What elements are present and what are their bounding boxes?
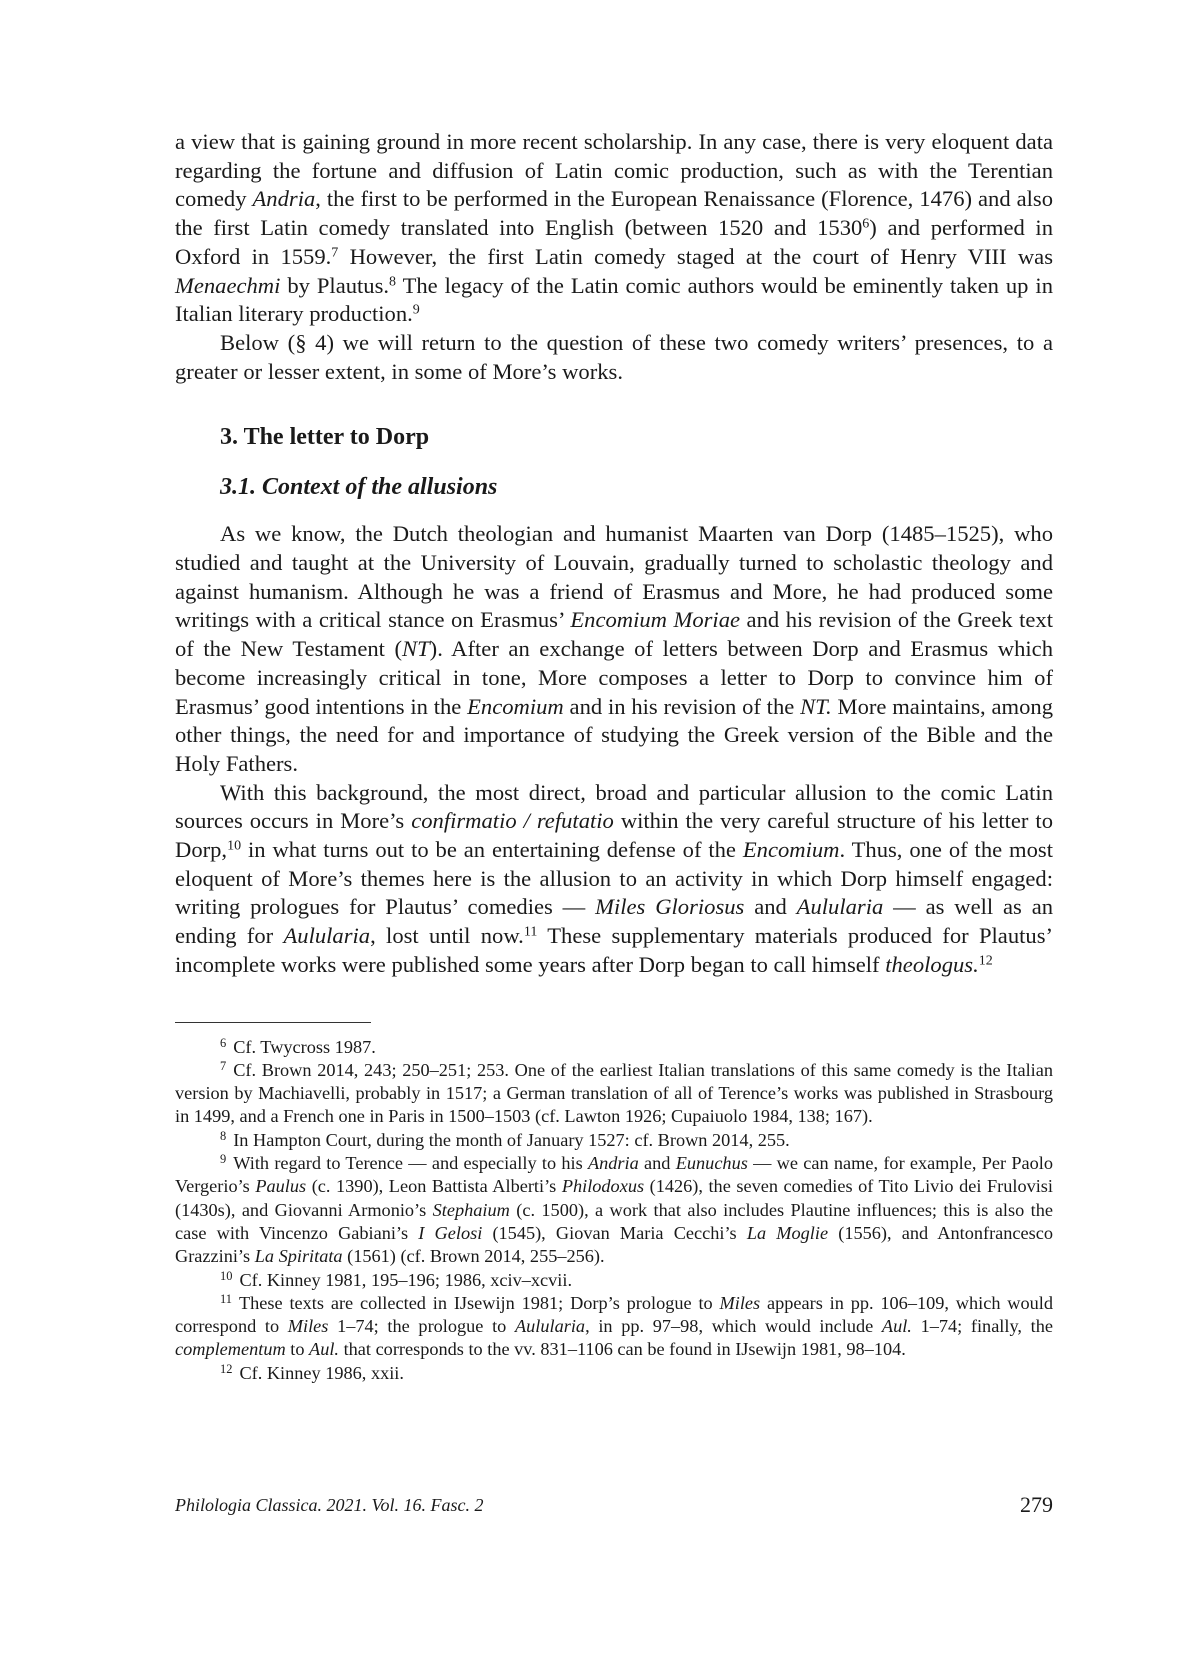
text-run: within the very careful structure of his letter to Dorp, xyxy=(175,808,1053,863)
text-run: and in his revision of the xyxy=(563,693,801,719)
section-heading: 3. The letter to Dorp xyxy=(220,424,430,451)
text-run: (1561) (cf. Brown 2014, 255–256). xyxy=(342,1246,605,1267)
journal-citation: Philologia Classica. 2021. Vol. 16. Fasc. 2 xyxy=(175,1495,484,1515)
text-run: Cf. Brown 2014, 243; 250–251; 253. One of the earliest Italian translations of this same comedy is the Italian version by Machiavelli, probably in 1517; a German translation of all of Terence’s works was published in Strasbourg in 1499, and a French one in Paris in 1500–1503 (cf. Lawton 1926; Cupaiuolo 1984, 138; 167). xyxy=(175,1059,1053,1127)
italic-text: Encomium Moriae xyxy=(570,607,741,633)
footnote-ref: 6 xyxy=(862,216,870,232)
text-run: These texts are collected in IJsewijn 1981; Dorp’s prologue to xyxy=(238,1292,720,1313)
page-content xyxy=(175,128,1053,1385)
footnote xyxy=(175,1059,1053,1129)
page-number: 279 xyxy=(1020,1492,1053,1517)
text-run: that corresponds to the vv. 831–1106 can be found in IJsewijn 1981, 98–104. xyxy=(339,1339,906,1360)
italic-text: Miles Gloriosus xyxy=(595,894,745,920)
text-run: to xyxy=(285,1339,310,1360)
text-run: — as well as an ending for xyxy=(175,894,1054,949)
body-paragraph xyxy=(175,520,1053,778)
footnote-separator xyxy=(175,1022,371,1023)
italic-text: Miles xyxy=(719,1292,761,1313)
italic-text: La Moglie xyxy=(746,1222,829,1243)
text-run: in what turns out to be an entertaining defense of the xyxy=(241,837,743,863)
text-run: (c. 1390), Leon Battista Alberti’s xyxy=(306,1176,562,1197)
text-run: appears in pp. 106–109, which would correspond to xyxy=(175,1292,1053,1337)
italic-text: Aulularia xyxy=(283,923,371,949)
italic-text: Paulus xyxy=(255,1176,307,1197)
text-run: and xyxy=(744,894,797,920)
text-run: and xyxy=(638,1153,676,1174)
text-run: ). After an exchange of letters between Dorp and Erasmus which become increasingly critical in tone, More composes a letter to Dorp to convince him of Erasmus’ good intentions in the xyxy=(175,636,1053,719)
footnote xyxy=(175,1269,1053,1292)
text-run: However, the first Latin comedy staged at the court of Henry VIII was xyxy=(338,243,1053,269)
footnote-number: 7 xyxy=(220,1059,227,1074)
text-run: (1545), Giovan Maria Cecchi’s xyxy=(482,1222,747,1243)
footnote-number: 8 xyxy=(220,1129,227,1144)
text-run: 1–74; finally, the xyxy=(911,1316,1053,1337)
page-footer xyxy=(175,1492,1053,1517)
text-run: (1426), the seven comedies of Tito Livio dei Frulovisi (1430s), and Giovanni Armonio’s xyxy=(175,1176,1053,1220)
text-run: (c. 1500), a work that also includes Plautine influences; this is also the case with Vincenzo Gabiani’s xyxy=(175,1199,1053,1243)
italic-text: NT xyxy=(402,636,430,662)
footnote-ref: 10 xyxy=(227,838,242,854)
italic-text: Aulularia xyxy=(796,894,884,920)
body-paragraph xyxy=(175,779,1053,980)
text-run: More maintains, among other things, the need for and importance of studying the Greek version of the Bible and the Holy Fathers. xyxy=(175,693,1053,776)
footnotes xyxy=(175,1036,1053,1385)
text-run: 1–74; the prologue to xyxy=(328,1316,515,1337)
italic-text: NT. xyxy=(800,693,832,719)
footnote-ref: 9 xyxy=(412,302,420,318)
italic-text: I Gelosi xyxy=(418,1222,483,1243)
text-run: The legacy of the Latin comic authors would be eminently taken up in Italian literary production. xyxy=(175,272,1053,327)
italic-text: theologus. xyxy=(885,951,979,977)
text-run: With this background, the most direct, broad and particular allusion to the comic Latin sources occurs in More’s xyxy=(175,779,1053,834)
footnote xyxy=(175,1152,1053,1268)
text-run: Cf. Kinney 1986, xxii. xyxy=(239,1362,404,1383)
footnote-number: 9 xyxy=(220,1152,227,1167)
text-run: , lost until now. xyxy=(370,923,524,949)
body-paragraph xyxy=(175,128,1053,329)
text-run: Below (§ 4) we will return to the question of these two comedy writers’ presences, to a greater or lesser extent, in some of More’s works. xyxy=(175,329,1053,384)
footnote-ref: 8 xyxy=(389,273,397,289)
italic-text: Andria xyxy=(587,1153,639,1174)
footnote-number: 11 xyxy=(220,1292,232,1307)
text-run: Cf. Twycross 1987. xyxy=(233,1036,376,1057)
italic-text: Aul. xyxy=(881,1316,912,1337)
italic-text: Eunuchus xyxy=(675,1153,748,1174)
text-run: and his revision of the Greek text of the New Testament ( xyxy=(175,607,1053,662)
italic-text: complementum xyxy=(175,1339,286,1360)
footnote-number: 10 xyxy=(220,1268,233,1283)
italic-text: Philodoxus xyxy=(561,1176,645,1197)
text-run: — we can name, for example, Per Paolo Vergerio’s xyxy=(175,1153,1053,1197)
italic-text: Menaechmi xyxy=(175,272,281,298)
italic-text: Andria xyxy=(252,186,316,212)
footnote xyxy=(175,1362,1053,1385)
text-run: In Hampton Court, during the month of January 1527: cf. Brown 2014, 255. xyxy=(233,1129,790,1150)
italic-text: Stephaium xyxy=(432,1199,510,1220)
footnote xyxy=(175,1036,1053,1059)
text-run: a view that is gaining ground in more recent scholarship. In any case, there is very eloquent data regarding the fortune and diffusion of Latin comic production, such as with the Terentian comedy xyxy=(175,129,1053,212)
text-run: by Plautus. xyxy=(280,272,390,298)
text-run: With regard to Terence — and especially to his xyxy=(233,1153,588,1174)
footnote xyxy=(175,1292,1053,1362)
italic-text: Aul. xyxy=(309,1339,340,1360)
text-run: ) and performed in Oxford in 1559. xyxy=(175,215,1053,269)
text-run: (1556), and Antonfrancesco Grazzini’s xyxy=(175,1222,1054,1267)
italic-text: Aulularia xyxy=(514,1316,586,1337)
italic-text: Encomium xyxy=(467,693,564,719)
body-paragraph xyxy=(175,329,1053,386)
text-run: These supplementary materials produced for Plautus’ incomplete works were published some years after Dorp began to call himself xyxy=(175,923,1054,977)
text-run: , in pp. 97–98, which would include xyxy=(585,1316,882,1337)
footnote-number: 6 xyxy=(220,1035,227,1050)
italic-text: Miles xyxy=(287,1316,329,1337)
text-run: As we know, the Dutch theologian and humanist Maarten van Dorp (1485–1525), who studied and taught at the University of Louvain, gradually turned to scholastic theology and against humanism. Although he was a friend of Erasmus and More, he had produced some writings with a critical stance on Erasmus’ xyxy=(175,521,1053,633)
text-run: Cf. Kinney 1981, 195–196; 1986, xciv–xcvii. xyxy=(239,1269,573,1290)
italic-text: confirmatio / refutatio xyxy=(411,808,614,834)
footnote-number: 12 xyxy=(220,1362,233,1377)
footnote xyxy=(175,1129,1053,1152)
italic-text: Encomium xyxy=(742,837,840,863)
footnote-ref: 11 xyxy=(523,924,538,940)
italic-text: La Spiritata xyxy=(254,1246,343,1267)
text-run: , the first to be performed in the European Renaissance (Florence, 1476) and also the first Latin comedy translated into English (between 1520 and 1530 xyxy=(175,186,1053,241)
text-run: . Thus, one of the most eloquent of More’s themes here is the allusion to an activity in which Dorp himself engaged: writing prologues for Plautus’ comedies — xyxy=(175,837,1053,920)
subsection-heading: 3.1. Context of the allusions xyxy=(220,474,498,501)
footnote-ref: 12 xyxy=(978,953,993,969)
footnote-ref: 7 xyxy=(331,245,339,261)
